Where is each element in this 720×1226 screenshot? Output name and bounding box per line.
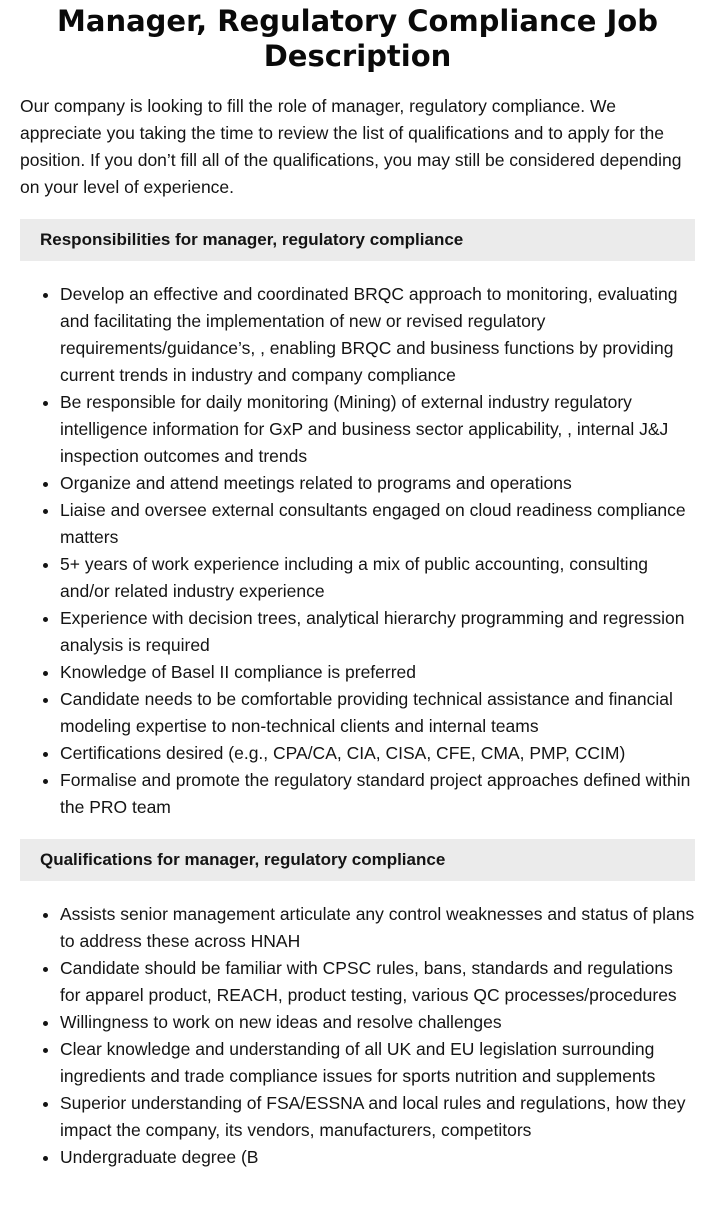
responsibilities-header: Responsibilities for manager, regulatory compliance xyxy=(20,219,695,261)
responsibilities-list xyxy=(20,281,695,821)
list-item: • Knowledge of Basel II compliance is preferred xyxy=(60,659,695,686)
list-item: • Superior understanding of FSA/ESSNA and local rules and regulations, how they impact the company, its vendors, manufacturers, competitors xyxy=(60,1090,695,1144)
list-item: • Willingness to work on new ideas and resolve challenges xyxy=(60,1009,695,1036)
list-item: • Certifications desired (e.g., CPA/CA, CIA, CISA, CFE, CMA, PMP, CCIM) xyxy=(60,740,695,767)
list-item: • Undergraduate degree (B xyxy=(60,1144,695,1171)
list-item: • Assists senior management articulate any control weaknesses and status of plans to address these across HNAH xyxy=(60,901,695,955)
list-item: • Organize and attend meetings related to programs and operations xyxy=(60,470,695,497)
list-item: • Be responsible for daily monitoring (Mining) of external industry regulatory intelligence information for GxP and business sector applicability, , internal J&J inspection outcomes and trends xyxy=(60,389,695,470)
intro-paragraph: Our company is looking to fill the role of manager, regulatory compliance. We appreciate you taking the time to review the list of qualifications and to apply for the position. If you don’t fill all of the qualifications, you may still be considered depending on your level of experience. xyxy=(20,96,682,197)
list-item: • Liaise and oversee external consultants engaged on cloud readiness compliance matters xyxy=(60,497,695,551)
qualifications-list xyxy=(20,901,695,1171)
list-item: • Candidate needs to be comfortable providing technical assistance and financial modeling expertise to non-technical clients and internal teams xyxy=(60,686,695,740)
list-item: • Candidate should be familiar with CPSC rules, bans, standards and regulations for apparel product, REACH, product testing, various QC processes/procedures xyxy=(60,955,695,1009)
list-item: • Develop an effective and coordinated BRQC approach to monitoring, evaluating and facilitating the implementation of new or revised regulatory requirements/guidance’s, , enabling BRQC and business functions by providing current trends in industry and company compliance xyxy=(60,281,695,389)
list-item: • Formalise and promote the regulatory standard project approaches defined within the PRO team xyxy=(60,767,695,821)
qualifications-header: Qualifications for manager, regulatory compliance xyxy=(20,839,695,881)
list-item: • Experience with decision trees, analytical hierarchy programming and regression analysis is required xyxy=(60,605,695,659)
list-item: • Clear knowledge and understanding of all UK and EU legislation surrounding ingredients and trade compliance issues for sports nutrition and supplements xyxy=(60,1036,695,1090)
page-title: Manager, Regulatory Compliance Job Description xyxy=(57,4,658,73)
list-item: • 5+ years of work experience including a mix of public accounting, consulting and/or related industry experience xyxy=(60,551,695,605)
